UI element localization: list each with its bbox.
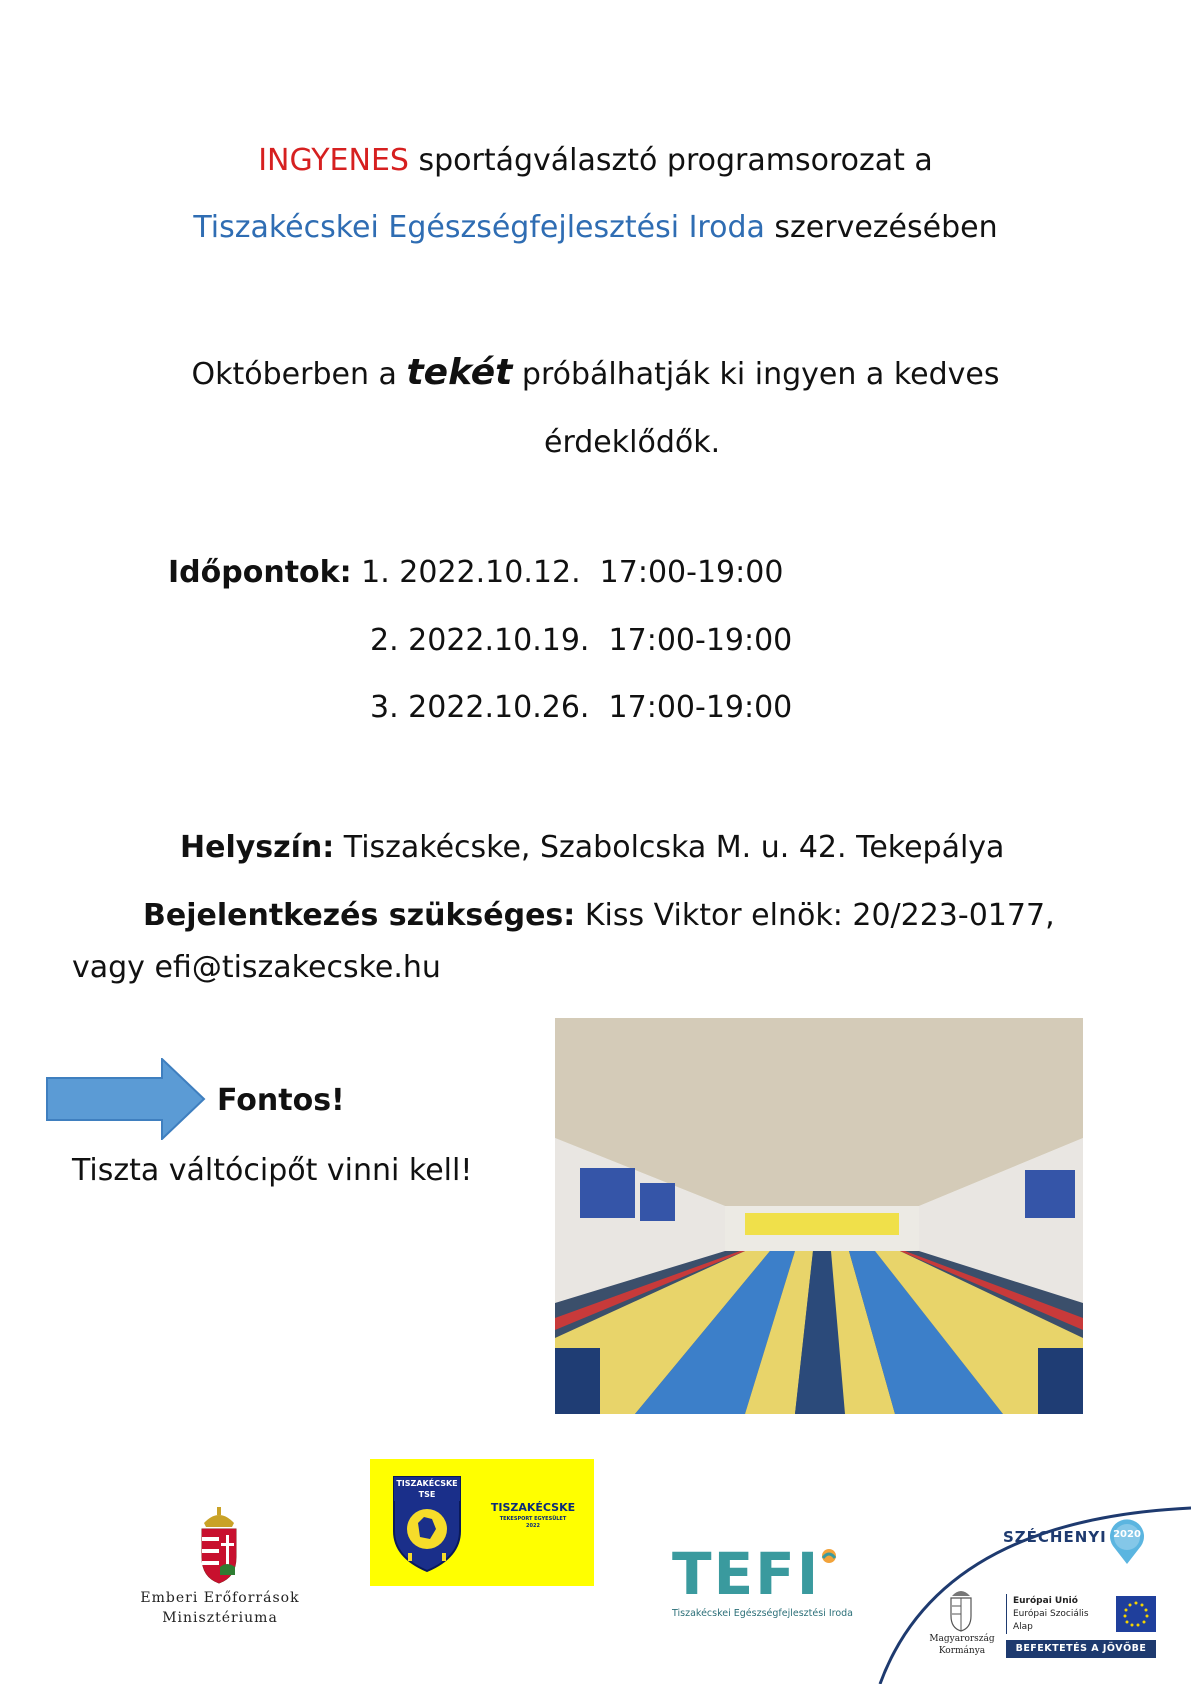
registration-value: Kiss Viktor elnök: 20/223-0177, bbox=[575, 898, 1055, 933]
header-line-1-rest: sportágválasztó programsorozat a bbox=[408, 143, 933, 178]
tefi-word: TEFI bbox=[672, 1540, 821, 1608]
intro-after: próbálhatják ki ingyen a kedves bbox=[512, 357, 1000, 392]
eu-line-2: Európai Szociális bbox=[1013, 1609, 1089, 1619]
schedule-item: 2. 2022.10.19. 17:00-19:00 bbox=[370, 623, 793, 658]
intro-line-1 bbox=[0, 352, 1191, 393]
government-coat-of-arms-icon bbox=[948, 1586, 974, 1632]
tse-logo bbox=[370, 1459, 594, 1586]
szechenyi-pin-icon bbox=[1107, 1518, 1147, 1566]
eu-flag-icon bbox=[1116, 1596, 1156, 1632]
location-label: Helyszín: bbox=[180, 830, 335, 865]
emmi-line-2: Minisztériuma bbox=[162, 1610, 278, 1626]
intro-emphasis: tekét bbox=[406, 352, 513, 393]
invest-banner: BEFEKTETÉS A JÖVŐBE bbox=[1006, 1640, 1156, 1658]
szechenyi-year: 2020 bbox=[1113, 1529, 1141, 1540]
free-highlight: INGYENES bbox=[258, 143, 409, 178]
tse-shield-icon bbox=[390, 1473, 464, 1573]
organizer-name: Tiszakécskei Egészségfejlesztési Iroda bbox=[193, 210, 765, 245]
header-line-1 bbox=[0, 143, 1191, 178]
important-text: Tiszta váltócipőt vinni kell! bbox=[72, 1153, 473, 1188]
registration-email: vagy efi@tiszakecske.hu bbox=[72, 950, 441, 985]
gov-line-2: Kormánya bbox=[938, 1646, 986, 1656]
emmi-logo-text bbox=[120, 1588, 320, 1628]
header-line-2 bbox=[0, 210, 1191, 245]
schedule-label: Időpontok: bbox=[168, 555, 352, 590]
szechenyi-title: SZÉCHENYI bbox=[1003, 1528, 1107, 1546]
registration-label: Bejelentkezés szükséges: bbox=[143, 898, 576, 933]
registration-line bbox=[143, 898, 1055, 933]
bowling-alley-photo bbox=[555, 1018, 1083, 1414]
hungarian-coat-of-arms-icon bbox=[196, 1505, 242, 1585]
tse-badge-top: TISZAKÉCSKE bbox=[396, 1479, 458, 1488]
location-line bbox=[180, 830, 1004, 865]
eu-line-3: Alap bbox=[1013, 1622, 1033, 1632]
arrow-right-icon bbox=[46, 1058, 206, 1140]
tse-year: 2022 bbox=[526, 1523, 540, 1529]
important-label: Fontos! bbox=[217, 1083, 345, 1118]
emmi-line-1: Emberi Erőforrások bbox=[140, 1590, 300, 1606]
intro-before: Októberben a bbox=[191, 357, 407, 392]
schedule-row-1 bbox=[168, 555, 783, 590]
schedule-item: 1. 2022.10.12. 17:00-19:00 bbox=[361, 555, 784, 590]
tefi-subtitle: Tiszakécskei Egészségfejlesztési Iroda bbox=[672, 1608, 853, 1619]
location-value: Tiszakécske, Szabolcska M. u. 42. Tekepálya bbox=[334, 830, 1005, 865]
tse-subtitle: TEKESPORT EGYESÜLET bbox=[499, 1516, 567, 1522]
intro-line-2: érdeklődők. bbox=[544, 425, 721, 460]
schedule-item: 3. 2022.10.26. 17:00-19:00 bbox=[370, 690, 793, 725]
gov-line-1: Magyarország bbox=[929, 1634, 995, 1644]
tefi-logo bbox=[672, 1540, 853, 1620]
eu-line-1: Európai Unió bbox=[1013, 1596, 1078, 1606]
tse-badge-mid: TSE bbox=[418, 1490, 436, 1499]
tse-title: TISZAKÉCSKE bbox=[490, 1501, 576, 1514]
tefi-dot-icon bbox=[819, 1546, 839, 1566]
header-line-2-rest: szervezésében bbox=[764, 210, 998, 245]
